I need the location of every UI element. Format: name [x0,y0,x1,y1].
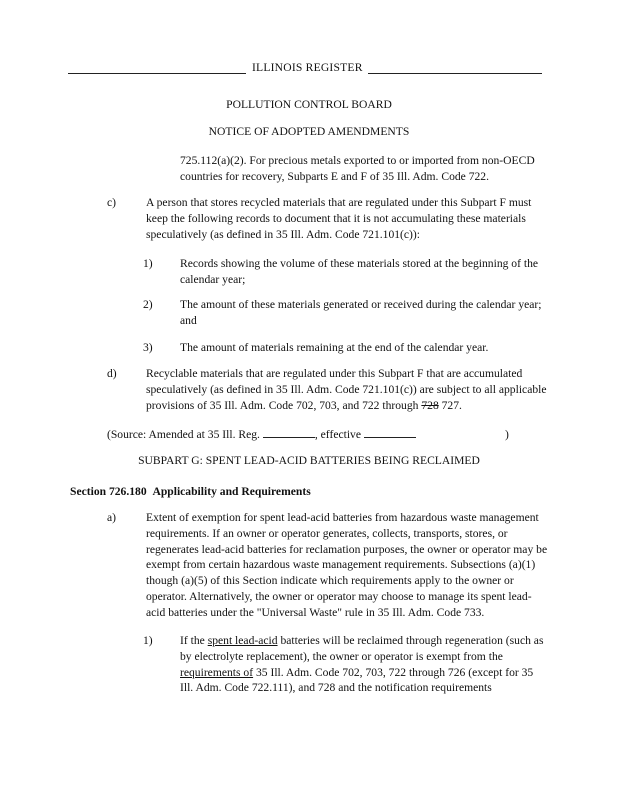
section-heading [70,484,311,500]
item-a1-u2: requirements of [180,665,254,679]
item-a1-u1: spent lead-acid [207,634,278,647]
item-c3-text: The amount of materials remaining at the end of the calendar year. [180,341,489,354]
header-rule-right [368,73,542,74]
item-a1-label: 1) [143,634,153,647]
item-d-end: 727. [438,398,462,412]
source-effective: , effective [314,428,361,441]
item-a1-t3: 35 Ill. Adm. Code 702, 703, 722 through 726 (except for 35 Ill. Adm. Code 722.111), and 728 and the notification requirements [180,665,534,695]
item-c1-label: 1) [143,257,153,270]
item-a-text: Extent of exemption for spent lead-acid batteries from hazardous waste management requirements. If an owner or operator generates, collects, transports, stores, or regenerates lead-acid batteries for reclamation purposes, the owner or operator may be exempt from certain hazardous waste management requirements. Subsections (a)(1) though (a)(5) of this Section indicate which requirements apply to the owner or operator. Alternatively, the owner or operator may choose to manage its spent lead-acid batteries under the "Universal Waste" rule in 35 Ill. Adm. Code 733. [146,511,548,619]
source-suffix: ) [505,428,509,441]
item-c2-text: The amount of these materials generated or received during the calendar year; and [180,298,542,327]
item-c2-label: 2) [143,298,153,311]
reg-blank [263,427,315,438]
section-title: Applicability and Requirements [152,485,311,498]
item-c3-label: 3) [143,341,153,354]
item-c-text: A person that stores recycled materials that are regulated under this Subpart F must keep the following records to document that it is not accumulating these materials speculatively (as defined in 35 Ill. Adm. Code 721.101(c)): [146,196,532,241]
board-title: POLLUTION CONTROL BOARD [226,98,392,111]
section-number: Section 726.180 [70,485,147,498]
source-prefix: (Source: Amended at 35 Ill. Reg. [107,428,260,441]
intro-continuation: 725.112(a)(2). For precious metals exported to or imported from non-OECD countries for recovery, Subparts E and F of 35 Ill. Adm. Code 722. [180,154,535,183]
source-line [107,427,547,443]
item-d-struck: 728 [421,398,439,412]
item-d-main: Recyclable materials that are regulated under this Subpart F that are accumulated speculatively (as defined in 35 Ill. Adm. Code 721.101(c)) are subject to all applicable provisions of 35 Ill. Adm. Code 702, 703, and 722 through [146,367,547,412]
notice-title: NOTICE OF ADOPTED AMENDMENTS [208,125,410,138]
header-rule-left [68,73,246,74]
item-c1-text: Records showing the volume of these materials stored at the beginning of the calendar year; [180,257,539,286]
item-a1-text [180,633,546,696]
effective-blank [364,427,416,438]
subpart-heading: SUBPART G: SPENT LEAD-ACID BATTERIES BEING RECLAIMED [138,454,480,467]
item-d-label: d) [107,367,117,380]
item-c-label: c) [107,196,117,209]
item-a1-t1: If the [180,634,208,647]
item-d-text [146,366,548,413]
register-title: ILLINOIS REGISTER [252,61,363,74]
item-a-label: a) [107,511,117,524]
item-a1-t2: batteries will be reclaimed through regeneration (such as by electrolyte replacement), the owner or operator is exempt from the [180,634,544,663]
